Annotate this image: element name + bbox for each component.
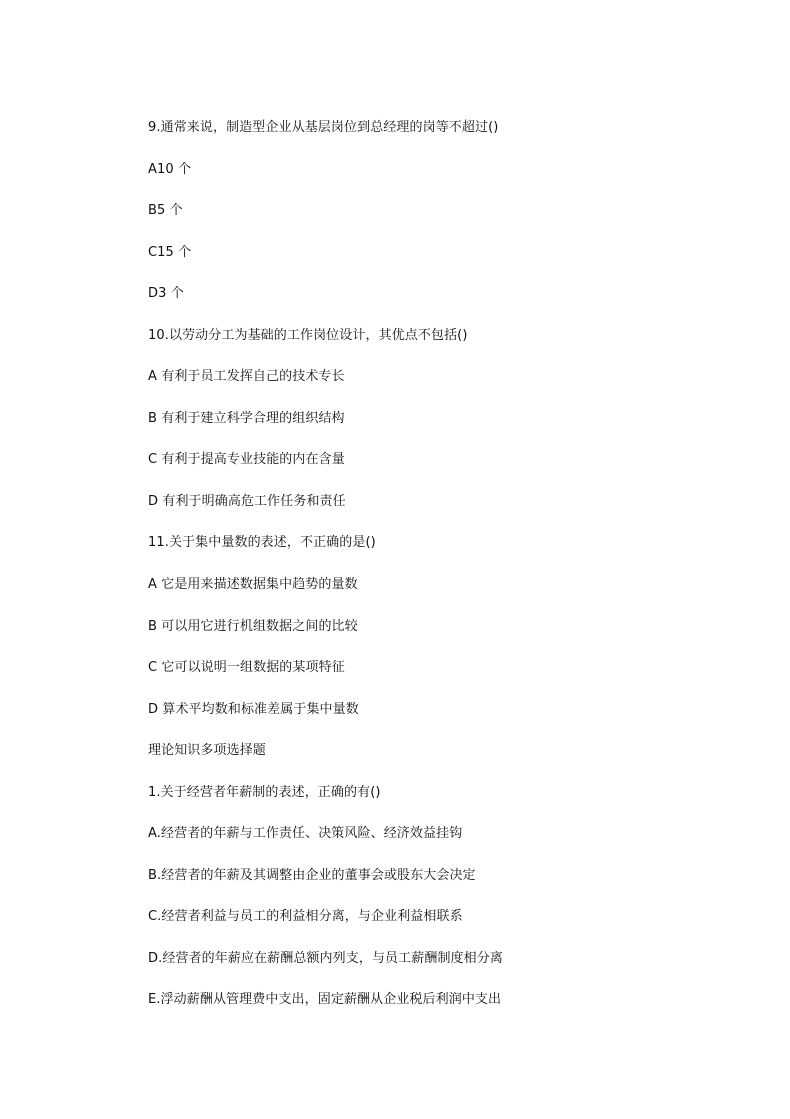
- multi-question-1-option-e: E.浮动薪酬从管理费中支出，固定薪酬从企业税后利润中支出: [148, 992, 502, 1008]
- multi-question-1-option-c: C.经营者利益与员工的利益相分离，与企业利益相联系: [148, 909, 463, 925]
- question-10-option-d: D 有利于明确高危工作任务和责任: [148, 493, 346, 509]
- question-10-option-c: C 有利于提高专业技能的内在含量: [148, 452, 345, 468]
- question-9-option-c: C15 个: [148, 244, 192, 260]
- question-11-option-b: B 可以用它进行机组数据之间的比较: [148, 618, 358, 634]
- question-11-option-d: D 算术平均数和标准差属于集中量数: [148, 701, 359, 717]
- question-10-option-a: A 有利于员工发挥自己的技术专长: [148, 369, 345, 385]
- multi-question-1-option-a: A.经营者的年薪与工作责任、决策风险、经济效益挂钩: [148, 826, 463, 842]
- question-9-stem: 9.通常来说，制造型企业从基层岗位到总经理的岗等不超过(): [148, 120, 499, 135]
- question-9-option-b: B5 个: [148, 203, 183, 219]
- multi-question-1-stem: 1.关于经营者年薪制的表述，正确的有(): [148, 784, 381, 800]
- multi-question-1-option-b: B.经营者的年薪及其调整由企业的董事会或股东大会决定: [148, 867, 476, 883]
- question-10-option-b: B 有利于建立科学合理的组织结构: [148, 410, 345, 426]
- document-body: [148, 117, 748, 1031]
- question-11-option-a: A 它是用来描述数据集中趋势的量数: [148, 577, 358, 593]
- question-10-stem: 10.以劳动分工为基础的工作岗位设计，其优点不包括(): [148, 327, 468, 343]
- question-9-option-d: D3 个: [148, 286, 184, 302]
- question-11-option-c: C 它可以说明一组数据的某项特征: [148, 660, 345, 676]
- section-heading: 理论知识多项选择题: [148, 743, 266, 759]
- question-9-option-a: A10 个: [148, 161, 192, 177]
- multi-question-1-option-d: D.经营者的年薪应在薪酬总额内列支，与员工薪酬制度相分离: [148, 950, 503, 966]
- question-11-stem: 11.关于集中量数的表述，不正确的是(): [148, 535, 376, 551]
